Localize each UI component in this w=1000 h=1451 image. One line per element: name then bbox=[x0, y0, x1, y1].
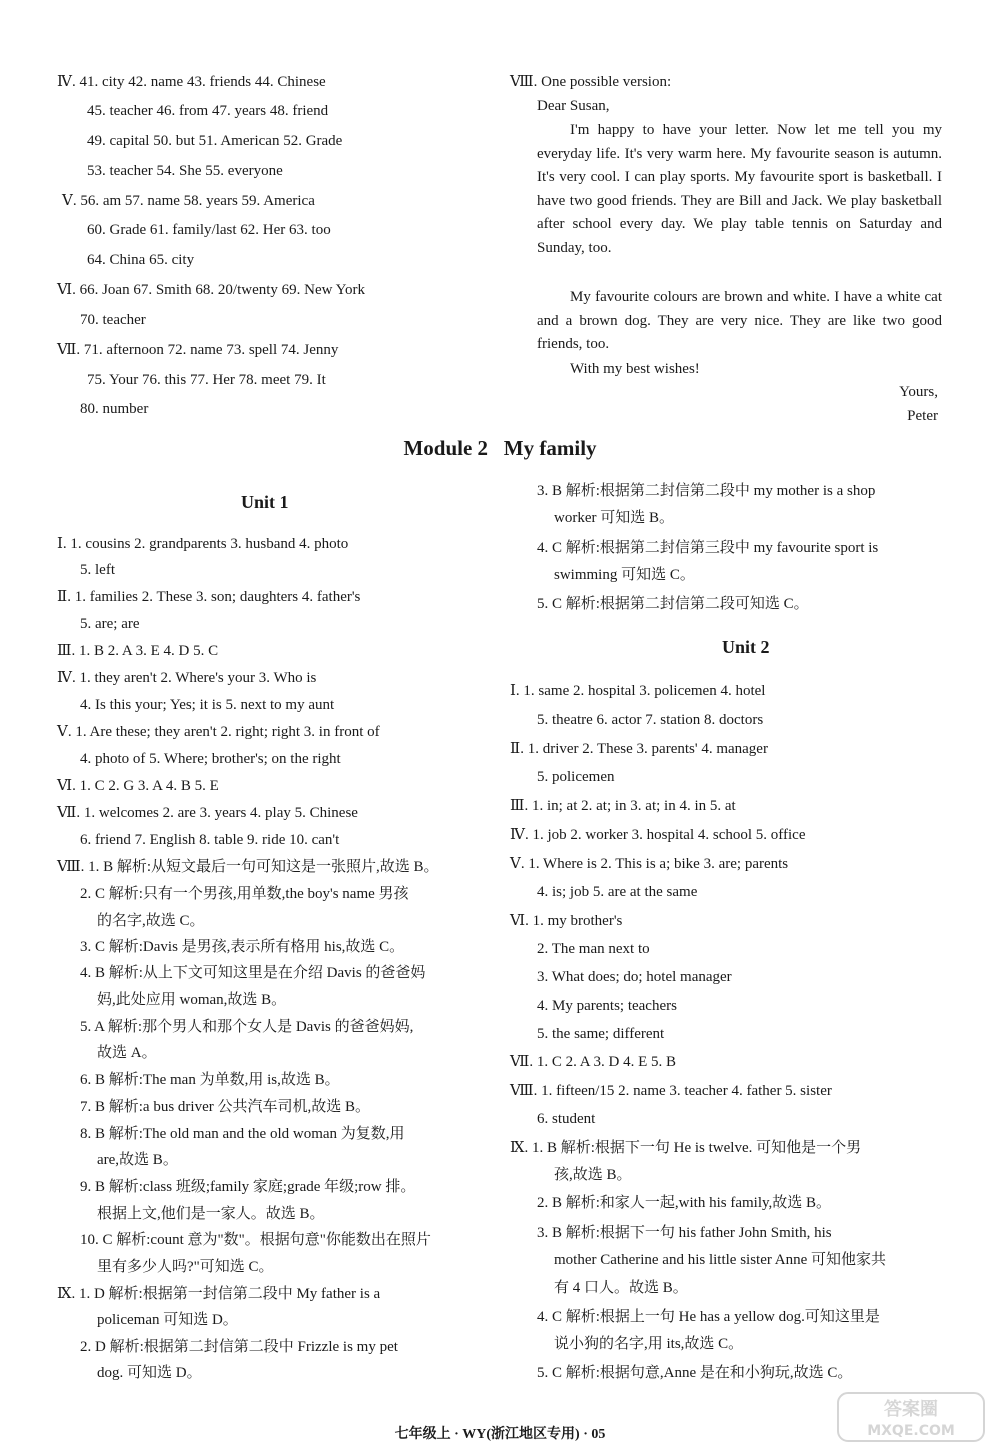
svg-text:答案圈: 答案圈 bbox=[884, 1399, 938, 1420]
answer-line: 45. teacher 46. from 47. years 48. friend bbox=[87, 103, 329, 119]
answer-line: 4. Is this your; Yes; it is 5. next to my aunt bbox=[80, 697, 335, 713]
answer-line: Ⅶ. 71. afternoon 72. name 73. spell 74. Jenny bbox=[57, 342, 339, 358]
answer-line: 2. B 解析:和家人一起,with his family,故选 B。 bbox=[537, 1195, 832, 1211]
answer-line: Ⅳ. 41. city 42. name 43. friends 44. Chinese bbox=[57, 74, 326, 90]
answer-line: 6. friend 7. English 8. table 9. ride 10. can't bbox=[80, 832, 340, 848]
answer-line: 3. B 解析:根据第二封信第二段中 my mother is a shop bbox=[537, 483, 876, 499]
letter-greeting: Dear Susan, bbox=[537, 98, 610, 114]
answer-line: 5. theatre 6. actor 7. station 8. doctors bbox=[537, 712, 764, 728]
answer-line: 4. is; job 5. are at the same bbox=[537, 884, 698, 900]
page-footer: 七年级上 · WY(浙江地区专用) · 05 bbox=[394, 1427, 606, 1442]
answer-line: Ⅱ. 1. families 2. These 3. son; daughters 4. father's bbox=[57, 589, 361, 605]
answer-line: 70. teacher bbox=[80, 312, 146, 328]
answer-line: 5. C 解析:根据句意,Anne 是在和小狗玩,故选 C。 bbox=[537, 1365, 853, 1381]
answer-line: 53. teacher 54. She 55. everyone bbox=[87, 163, 283, 179]
answer-line: 5. policemen bbox=[537, 769, 615, 785]
answer-line: Ⅴ. 56. am 57. name 58. years 59. America bbox=[62, 193, 315, 209]
answer-line: mother Catherine and his little sister Anne 可知他家共 bbox=[554, 1252, 887, 1268]
answer-line: 10. C 解析:count 意为"数"。根据句意"你能数出在照片 bbox=[80, 1232, 431, 1248]
answer-line: 4. My parents; teachers bbox=[537, 998, 677, 1014]
answer-line: 8. B 解析:The old man and the old woman 为复数,用 bbox=[80, 1126, 405, 1142]
letter-paragraph: With my best wishes! bbox=[570, 361, 700, 377]
answer-line: 49. capital 50. but 51. American 52. Grade bbox=[87, 133, 343, 149]
answer-line: 4. photo of 5. Where; brother's; on the right bbox=[80, 751, 341, 767]
answer-line: 3. B 解析:根据下一句 his father John Smith, his bbox=[537, 1225, 832, 1241]
unit-2-title: Unit 2 bbox=[722, 637, 770, 657]
answer-line: 64. China 65. city bbox=[87, 252, 195, 268]
answer-line: dog. 可知选 D。 bbox=[97, 1365, 202, 1381]
answer-line: Ⅵ. 1. my brother's bbox=[510, 913, 623, 929]
answer-line: Ⅴ. 1. Where is 2. This is a; bike 3. are; parents bbox=[510, 856, 789, 872]
answer-line: 妈,此处应用 woman,故选 B。 bbox=[97, 992, 287, 1008]
answer-line: Ⅳ. 1. they aren't 2. Where's your 3. Who is bbox=[57, 670, 317, 686]
answer-line: Ⅶ. 1. welcomes 2. are 3. years 4. play 5. Chinese bbox=[57, 805, 358, 821]
answer-line: Ⅲ. 1. B 2. A 3. E 4. D 5. C bbox=[57, 643, 219, 659]
answer-line: 60. Grade 61. family/last 62. Her 63. too bbox=[87, 222, 331, 238]
letter-intro: Ⅷ. One possible version: bbox=[510, 74, 672, 90]
answer-line: Ⅳ. 1. job 2. worker 3. hospital 4. school 5. office bbox=[510, 827, 806, 843]
answer-line: 有 4 口人。故选 B。 bbox=[554, 1280, 688, 1296]
module-title: Module 2 My family bbox=[403, 436, 597, 460]
watermark-logo bbox=[836, 1391, 986, 1443]
answer-line: 4. C 解析:根据第二封信第三段中 my favourite sport is bbox=[537, 540, 879, 556]
answer-line: 2. C 解析:只有一个男孩,用单数,the boy's name 男孩 bbox=[80, 886, 409, 902]
answer-line: worker 可知选 B。 bbox=[554, 510, 674, 526]
answer-line: Ⅷ. 1. fifteen/15 2. name 3. teacher 4. father 5. sister bbox=[510, 1083, 832, 1099]
svg-text:MXQE.COM: MXQE.COM bbox=[867, 1423, 955, 1439]
answer-line: Ⅰ. 1. cousins 2. grandparents 3. husband 4. photo bbox=[57, 536, 349, 552]
answer-line: 6. B 解析:The man 为单数,用 is,故选 B。 bbox=[80, 1072, 340, 1088]
answer-line: 75. Your 76. this 77. Her 78. meet 79. It bbox=[87, 372, 326, 388]
answer-line: 5. A 解析:那个男人和那个女人是 Davis 的爸爸妈妈, bbox=[80, 1019, 414, 1035]
answer-line: 故选 A。 bbox=[97, 1045, 157, 1061]
letter-signature: Peter bbox=[907, 408, 938, 424]
answer-line: 5. C 解析:根据第二封信第二段可知选 C。 bbox=[537, 596, 809, 612]
letter-closing: Yours, bbox=[899, 384, 938, 400]
answer-line: 9. B 解析:class 班级;family 家庭;grade 年级;row 排。 bbox=[80, 1179, 416, 1195]
answer-line: 3. What does; do; hotel manager bbox=[537, 969, 732, 985]
answer-line: 3. C 解析:Davis 是男孩,表示所有格用 his,故选 C。 bbox=[80, 939, 405, 955]
answer-line: 说小狗的名字,用 its,故选 C。 bbox=[554, 1336, 744, 1352]
answer-line: 的名字,故选 C。 bbox=[97, 913, 205, 929]
answer-line: 5. left bbox=[80, 562, 115, 578]
answer-line: 5. the same; different bbox=[537, 1026, 665, 1042]
letter-paragraph: I'm happy to have your letter. Now let me tell you my everyday life. It's very warm here. My favourite season is autumn. It's very cool. I can play sports. My favourite sport is basketball. I have two good friends. They are Bill and Jack. We play basketball after school every day. We play table tennis on Saturday and Sunday, too. bbox=[537, 122, 942, 256]
answer-line: 2. The man next to bbox=[537, 941, 650, 957]
answer-line: 2. D 解析:根据第二封信第二段中 Frizzle is my pet bbox=[80, 1339, 398, 1355]
answer-line: Ⅵ. 66. Joan 67. Smith 68. 20/twenty 69. New York bbox=[57, 282, 366, 298]
answer-line: 里有多少人吗?"可知选 C。 bbox=[97, 1259, 274, 1275]
answer-line: 4. B 解析:从上下文可知这里是在介绍 Davis 的爸爸妈 bbox=[80, 965, 426, 981]
answer-line: Ⅱ. 1. driver 2. These 3. parents' 4. manager bbox=[510, 741, 768, 757]
answer-line: Ⅷ. 1. B 解析:从短文最后一句可知这是一张照片,故选 B。 bbox=[57, 859, 439, 875]
answer-line: 5. are; are bbox=[80, 616, 140, 632]
answer-line: Ⅴ. 1. Are these; they aren't 2. right; right 3. in front of bbox=[57, 724, 380, 740]
answer-line: Ⅵ. 1. C 2. G 3. A 4. B 5. E bbox=[57, 778, 219, 794]
answer-line: 6. student bbox=[537, 1111, 596, 1127]
answer-line: 4. C 解析:根据上一句 He has a yellow dog.可知这里是 bbox=[537, 1309, 880, 1325]
answer-line: 80. number bbox=[80, 401, 149, 417]
answer-line: Ⅸ. 1. B 解析:根据下一句 He is twelve. 可知他是一个男 bbox=[510, 1140, 862, 1156]
answer-line: Ⅰ. 1. same 2. hospital 3. policemen 4. hotel bbox=[510, 683, 766, 699]
answer-line: are,故选 B。 bbox=[97, 1152, 178, 1168]
answer-line: Ⅸ. 1. D 解析:根据第一封信第二段中 My father is a bbox=[57, 1286, 381, 1302]
letter-paragraph: My favourite colours are brown and white. I have a white cat and a brown dog. They are very nice. They are like two good friends, too. bbox=[537, 289, 942, 353]
answer-line: Ⅶ. 1. C 2. A 3. D 4. E 5. B bbox=[510, 1054, 677, 1070]
answer-line: 7. B 解析:a bus driver 公共汽车司机,故选 B。 bbox=[80, 1099, 370, 1115]
answer-line: policeman 可知选 D。 bbox=[97, 1312, 238, 1328]
answer-line: 根据上文,他们是一家人。故选 B。 bbox=[97, 1206, 325, 1222]
answer-line: Ⅲ. 1. in; at 2. at; in 3. at; in 4. in 5. at bbox=[510, 798, 736, 814]
unit-1-title: Unit 1 bbox=[241, 492, 289, 512]
answer-line: 孩,故选 B。 bbox=[554, 1167, 632, 1183]
answer-line: swimming 可知选 C。 bbox=[554, 567, 695, 583]
